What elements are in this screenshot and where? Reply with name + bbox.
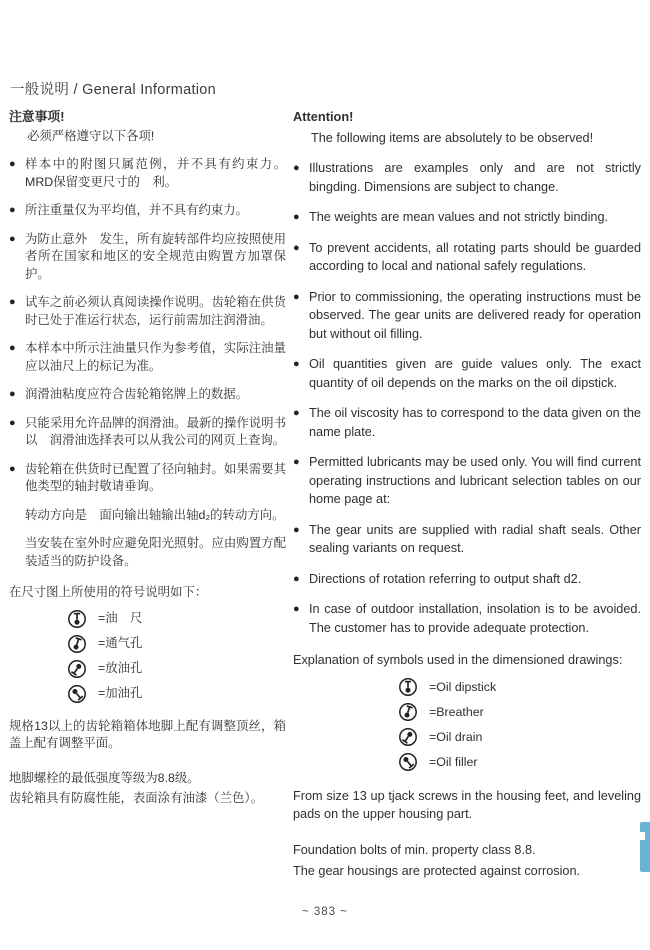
symbol-legend-zh xyxy=(67,609,286,705)
list-item xyxy=(9,386,286,404)
bullet-icon: ● xyxy=(293,407,300,419)
list-item-text: Oil quantities given are guide values only. The exact quantity of oil depends on the marks on the oil dipstick. xyxy=(309,357,641,390)
page-number: ~ 383 ~ xyxy=(301,906,348,918)
bullet-icon: ● xyxy=(293,241,300,254)
symbols-intro-en: Explanation of symbols used in the dimensioned drawings: xyxy=(293,653,623,667)
english-column xyxy=(293,108,641,881)
bullet-icon: ● xyxy=(9,388,16,400)
list-item xyxy=(9,461,286,496)
symbol-row xyxy=(398,727,641,748)
list-item xyxy=(293,453,641,509)
symbol-legend-en xyxy=(398,677,641,773)
paragraph: From size 13 up tjack screws in the housing feet, and leveling pads on the upper housing part. xyxy=(293,788,641,821)
bullet-icon: ● xyxy=(293,603,300,615)
list-item-text: Directions of rotation referring to output shaft d2. xyxy=(309,571,582,586)
bullet-icon: ● xyxy=(9,204,16,216)
list-item xyxy=(293,159,641,196)
footer-notes-zh xyxy=(9,718,286,808)
list-item-text: Permitted lubricants may be used only. You will find current operating instructions and lubricant selection tables on our home page at: xyxy=(309,455,641,506)
list-item xyxy=(9,294,286,329)
list-item-text: 只能采用允许品牌的润滑油。最新的操作说明书以 润滑油选择表可以从我公司的网页上查询。 xyxy=(25,415,286,447)
symbol-row xyxy=(398,677,641,698)
list-item xyxy=(293,600,641,637)
bullet-list-zh xyxy=(9,156,286,570)
list-item-text: Illustrations are examples only and are not strictly bingding. Dimensions are subject to change. xyxy=(309,161,641,194)
list-item-text: 为防止意外 发生，所有旋转部件均应按照使用者所在国家和地区的安全规范由购置方加罩保护。 xyxy=(25,231,286,281)
bullet-icon: ● xyxy=(9,232,16,245)
symbol-label: =油 尺 xyxy=(98,611,143,626)
list-item xyxy=(9,156,286,191)
list-item-text: 当安装在室外时应避免阳光照射。应由购置方配装适当的防护设备。 xyxy=(25,536,286,568)
list-item xyxy=(9,535,286,570)
bullet-icon: ● xyxy=(293,572,300,585)
list-item xyxy=(293,355,641,392)
page-title: 一般说明 / General Information xyxy=(10,82,217,98)
side-tab-notch xyxy=(640,832,645,840)
list-item-text: 转动方向是 面向输出轴输出轴d₂的转动方向。 xyxy=(25,507,285,522)
list-item xyxy=(9,231,286,284)
bullet-icon: ● xyxy=(9,296,16,308)
list-item xyxy=(293,208,641,227)
attention-heading-en: Attention! xyxy=(293,109,354,124)
oil-filler-icon xyxy=(398,752,418,772)
bullet-icon: ● xyxy=(9,158,16,170)
bullet-icon: ● xyxy=(9,462,16,475)
bullet-icon: ● xyxy=(9,416,16,429)
list-item-text: 本样本中所示注油量只作为参考值，实际注油量应以油尺上的标记为准。 xyxy=(25,341,286,373)
list-item xyxy=(293,288,641,344)
list-item xyxy=(293,404,641,441)
list-item-text: The oil viscosity has to correspond to the data given on the name plate. xyxy=(309,406,641,439)
bullet-icon: ● xyxy=(293,290,300,303)
breather-icon xyxy=(398,702,418,722)
list-item-text: 润滑油粘度应符合齿轮箱铭牌上的数据。 xyxy=(25,387,249,401)
bullet-icon: ● xyxy=(293,358,300,370)
bullet-icon: ● xyxy=(293,162,300,174)
symbol-label: =Breather xyxy=(429,704,484,719)
list-item-text: 样本中的附图只属范例，并不具有约束力。MRD保留变更尺寸的 利。 xyxy=(25,157,286,189)
list-item-text: The weights are mean values and not strictly binding. xyxy=(309,210,609,224)
symbols-intro-zh: 在尺寸图上所使用的符号说明如下： xyxy=(9,585,208,599)
symbol-row xyxy=(67,634,286,655)
list-item xyxy=(9,507,286,525)
list-item-text: 齿轮箱在供货时已配置了径向轴封。如果需要其他类型的轴封敬请垂询。 xyxy=(25,461,286,493)
oil-dipstick-icon xyxy=(398,677,418,697)
symbol-label: =Oil drain xyxy=(429,729,483,744)
symbol-label: =Oil filler xyxy=(429,754,478,769)
oil-drain-icon xyxy=(398,727,418,747)
chapter-side-tab xyxy=(640,822,650,872)
bullet-icon: ● xyxy=(293,523,300,536)
list-item xyxy=(293,570,641,589)
bullet-icon: ● xyxy=(9,342,16,354)
paragraph: Foundation bolts of min. property class 8.8. xyxy=(293,842,536,857)
breather-icon xyxy=(67,634,87,654)
list-item-text: 试车之前必须认真阅读操作说明。齿轮箱在供货时已处于准运行状态，运行前需加注润滑油。 xyxy=(25,295,286,327)
symbol-label: =放油孔 xyxy=(98,661,143,676)
list-item-text: To prevent accidents, all rotating parts should be guarded according to local and national safely regulations. xyxy=(309,240,641,273)
attention-heading-zh: 注意事项! xyxy=(9,109,65,124)
bullet-icon: ● xyxy=(293,211,300,223)
paragraph: 地脚螺栓的最低强度等级为8.8级。 xyxy=(9,770,200,785)
footer-notes-en xyxy=(293,787,641,881)
list-item-text: The gear units are supplied with radial shaft seals. Other sealing variants on request. xyxy=(309,522,641,555)
symbol-row xyxy=(67,609,286,630)
list-item xyxy=(9,415,286,450)
paragraph: 齿轮箱具有防腐性能，表面涂有油漆（兰色）。 xyxy=(9,791,264,805)
symbol-row xyxy=(67,659,286,680)
attention-subheading-zh: 必须严格遵守以下各项! xyxy=(27,128,155,143)
list-item xyxy=(293,521,641,558)
symbol-label: =加油孔 xyxy=(98,686,143,701)
symbol-label: =Oil dipstick xyxy=(429,679,497,694)
symbol-label: =通气孔 xyxy=(98,636,143,651)
list-item-text: Prior to commissioning, the operating instructions must be observed. The gear units are delivered ready for operation but without oil filling. xyxy=(309,289,641,341)
symbol-row xyxy=(67,684,286,705)
list-item xyxy=(9,340,286,375)
oil-filler-icon xyxy=(67,684,87,704)
chinese-column xyxy=(9,108,286,808)
paragraph: The gear housings are protected against corrosion. xyxy=(293,864,581,878)
oil-dipstick-icon xyxy=(67,609,87,629)
bullet-icon: ● xyxy=(293,456,300,468)
list-item-text: 所注重量仅为平均值，并不具有约束力。 xyxy=(25,203,249,217)
symbol-row xyxy=(398,702,641,723)
list-item xyxy=(9,202,286,220)
symbol-row xyxy=(398,752,641,773)
oil-drain-icon xyxy=(67,659,87,679)
list-item xyxy=(293,239,641,276)
bullet-list-en xyxy=(293,159,641,637)
attention-subheading-en: The following items are absolutely to be observed! xyxy=(311,130,594,145)
list-item-text: In case of outdoor installation, insolation is to be avoided. The customer has to provide adequate protection. xyxy=(309,602,641,635)
paragraph: 规格13以上的齿轮箱箱体地脚上配有调整顶丝，箱盖上配有调整平面。 xyxy=(9,718,286,750)
